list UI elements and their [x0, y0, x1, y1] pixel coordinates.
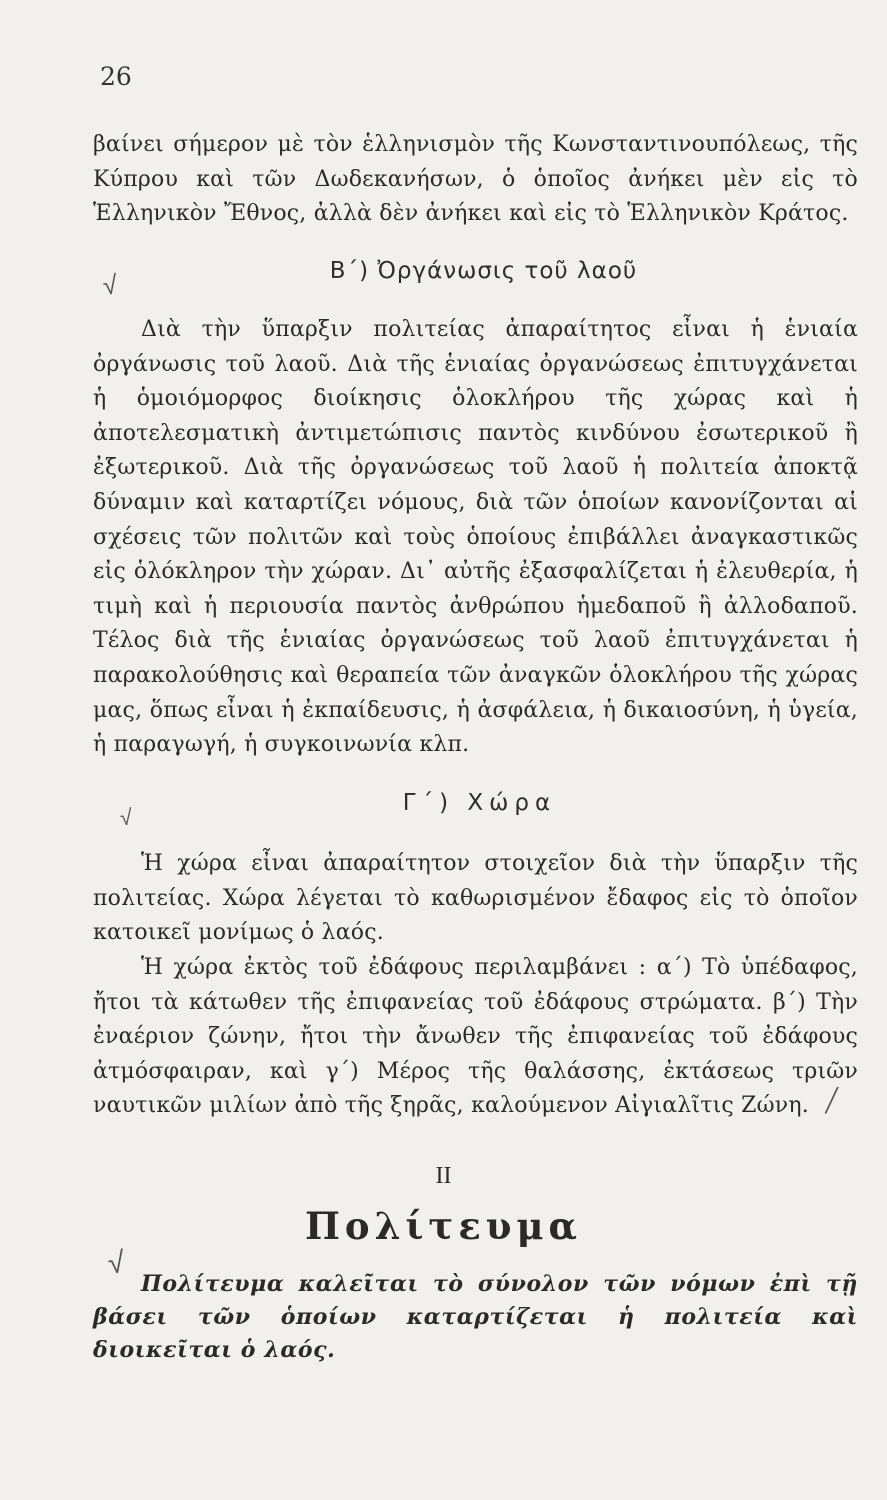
handwritten-check-mark: √ — [119, 805, 133, 832]
paragraph-country-definition: Ἡ χώρα εἶναι ἀπαραίτητον στοιχεῖον διὰ τὴν ὕπαρξιν τῆς πολιτείας. Χώρα λέγεται τὸ καθωρισμένον ἔδαφος εἰς τὸ ὁποῖον κατοικεῖ μονίμως ὁ λαός. — [93, 851, 858, 946]
handwritten-check-mark: √ — [101, 270, 119, 302]
handwritten-check-mark: √ — [106, 1245, 127, 1282]
handwritten-slash-mark: / — [823, 1079, 841, 1121]
regime-definition: Πολίτευμα καλεῖται τὸ σύνολον τῶν νόμων ἐπὶ τῇ βάσει τῶν ὁποίων καταρτίζεται ἡ πολιτεία καὶ διοικεῖται ὁ λαός. — [93, 1271, 858, 1363]
paragraph-continuation: βαίνει σήμερον μὲ τὸν ἑλληνισμὸν τῆς Κωνσταντινουπόλεως, τῆς Κύπρου καὶ τῶν Δωδεκανήσων, ὁ ὁποῖος ἀνήκει μὲν εἰς τὸ Ἑλληνικὸν Ἔθνος, ἀλλὰ δὲν ἀνήκει καὶ εἰς τὸ Ἑλληνικὸν Κράτος. — [93, 132, 858, 227]
paragraph-organization: Διὰ τὴν ὕπαρξιν πολιτείας ἀπαραίτητος εἶναι ἡ ἑνιαία ὀργάνωσις τοῦ λαοῦ. Διὰ τῆς ἑνιαίας ὀργανώσεως ἐπιτυγχάνεται ἡ ὁμοιόμορφος διοίκησις ὁλοκλήρου τῆς χώρας καὶ ἡ ἀποτελεσματικὴ ἀντιμετώπισις παντὸς κινδύνου ἐσωτερικοῦ ἢ ἐξωτερικοῦ. Διὰ τῆς ὀργανώσεως τοῦ λαοῦ ἡ πολιτεία ἀποκτᾷ δύναμιν καὶ καταρτίζει νόμους, διὰ τῶν ὁποίων κανονίζονται αἱ σχέσεις τῶν πολιτῶν καὶ τοὺς ὁποίους ἐπιβάλλει ἀναγκαστικῶς εἰς ὁλόκληρον τὴν χώραν. Δι᾽ αὐτῆς ἐξασφαλίζεται ἡ ἐλευθερία, ἡ τιμὴ καὶ ἡ περιουσία παντὸς ἀνθρώπου ἡμεδαποῦ ἢ ἀλλοδαποῦ. Τέλος διὰ τῆς ἑνιαίας ὀργανώσεως τοῦ λαοῦ ἐπιτυγχάνεται ἡ παρακολούθησις καὶ θεραπεία τῶν ἀναγκῶν ὁλοκλήρου τῆς χώρας μας, ὅπως εἶναι ἡ ἐκπαίδευσις, ἡ ἀσφάλεια, ἡ δικαιοσύνη, ἡ ὑγεία, ἡ παραγωγή, ἡ συγκοινωνία κλπ. — [93, 317, 858, 758]
page-number: 26 — [100, 62, 132, 91]
paragraph-country-parts: Ἡ χώρα ἐκτὸς τοῦ ἐδάφους περιλαμβάνει : α΄) Τὸ ὑπέδαφος, ἤτοι τὰ κάτωθεν τῆς ἐπιφανείας τοῦ ἐδάφους στρώματα. β΄) Τὴν ἐναέριον ζώνην, ἤτοι τὴν ἄνωθεν τῆς ἐπιφανείας τοῦ ἐδάφους ἀτμόσφαιραν, καὶ γ΄) Μέρος τῆς θαλάσσης, ἐκτάσεως τριῶν ναυτικῶν μιλίων ἀπὸ τῆς ξηρᾶς, καλούμενον Αἰγιαλῖτις Ζώνη. — [93, 955, 858, 1119]
section-heading-b: Β΄) Ὀργάνωσις τοῦ λαοῦ — [329, 258, 638, 284]
section-heading-g: Γ΄) Χώρα — [402, 790, 557, 816]
chapter-title: Πολίτευμα — [304, 1204, 583, 1248]
chapter-number: II — [435, 1163, 452, 1189]
